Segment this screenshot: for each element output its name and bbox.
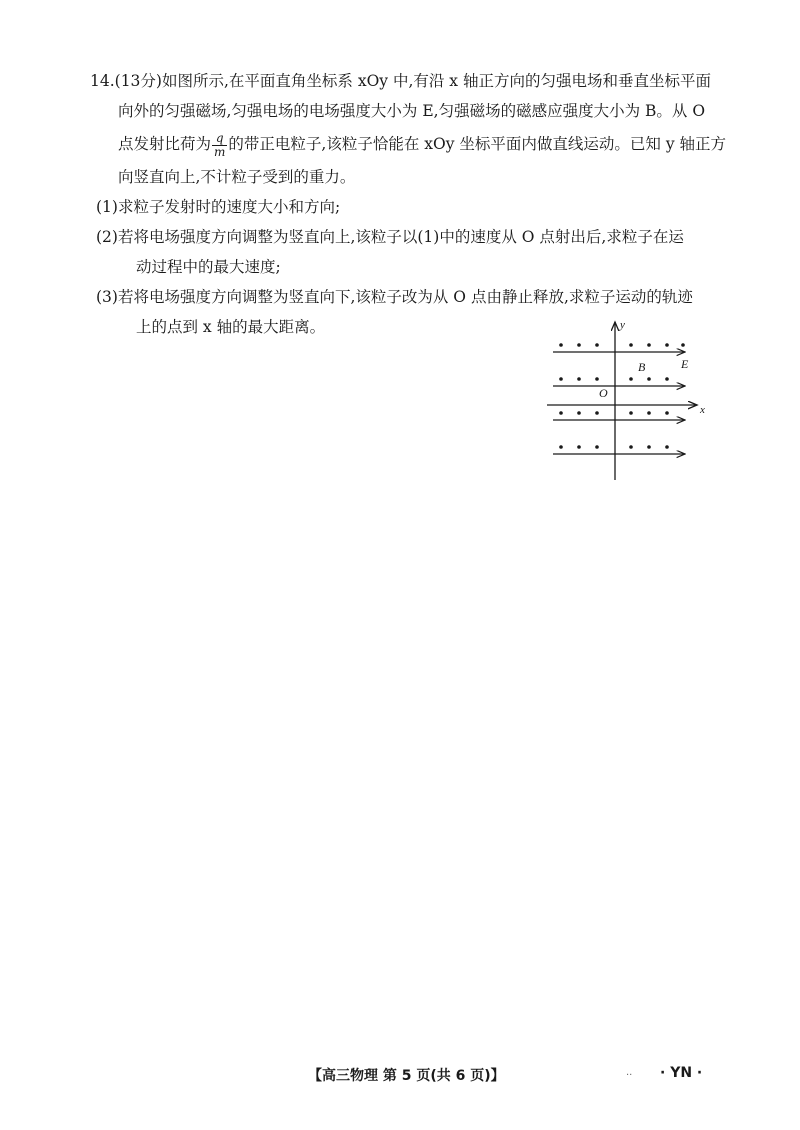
fraction-numerator: q: [212, 132, 227, 146]
question-3-line-1: (3)若将电场强度方向调整为竖直向下,该粒子改为从 O 点由静止释放,求粒子运动的轨迹: [96, 288, 693, 306]
footer-mark: ..: [626, 1067, 633, 1078]
problem-14: [90, 66, 727, 342]
y-axis-label: y: [620, 319, 625, 331]
problem-statement-line-1: 14.(13分)如图所示,在平面直角坐标系 xOy 中,有沿 x 轴正方向的匀强电场和垂直坐标平面: [90, 72, 711, 90]
origin-label: O: [599, 386, 608, 400]
problem-statement-line-3-pre: 点发射比荷为: [118, 135, 212, 153]
problem-statement-line-3-post: 的带正电粒子,该粒子恰能在 xOy 坐标平面内做直线运动。已知 y 轴正方: [228, 135, 727, 153]
magnetic-field-label: B: [638, 360, 646, 374]
question-2-line-2: 动过程中的最大速度;: [136, 258, 281, 276]
fraction-denominator: m: [214, 144, 226, 159]
field-diagram-svg: [545, 316, 715, 482]
problem-statement-line-4: 向竖直向上,不计粒子受到的重力。: [118, 168, 356, 186]
problem-statement-line-3: [90, 126, 727, 162]
question-1: (1)求粒子发射时的速度大小和方向;: [96, 198, 341, 216]
electric-field-label: E: [681, 357, 689, 371]
question-3-line-2: 上的点到 x 轴的最大距离。: [136, 318, 326, 336]
field-diagram: [545, 316, 715, 482]
magnetic-field-dots: [559, 343, 685, 449]
problem-statement-line-2: 向外的匀强磁场,匀强电场的电场强度大小为 E,匀强磁场的磁感应强度大小为 B。从 O: [118, 102, 706, 120]
question-2-line-1: (2)若将电场强度方向调整为竖直向上,该粒子以(1)中的速度从 O 点射出后,求粒子在运: [96, 228, 684, 246]
footer-page-info: 【高三物理 第 5 页(共 6 页)】: [308, 1068, 505, 1084]
x-axis-label: x: [700, 404, 705, 416]
charge-mass-ratio-fraction: [212, 132, 227, 159]
footer-code: · YN ·: [660, 1065, 703, 1081]
